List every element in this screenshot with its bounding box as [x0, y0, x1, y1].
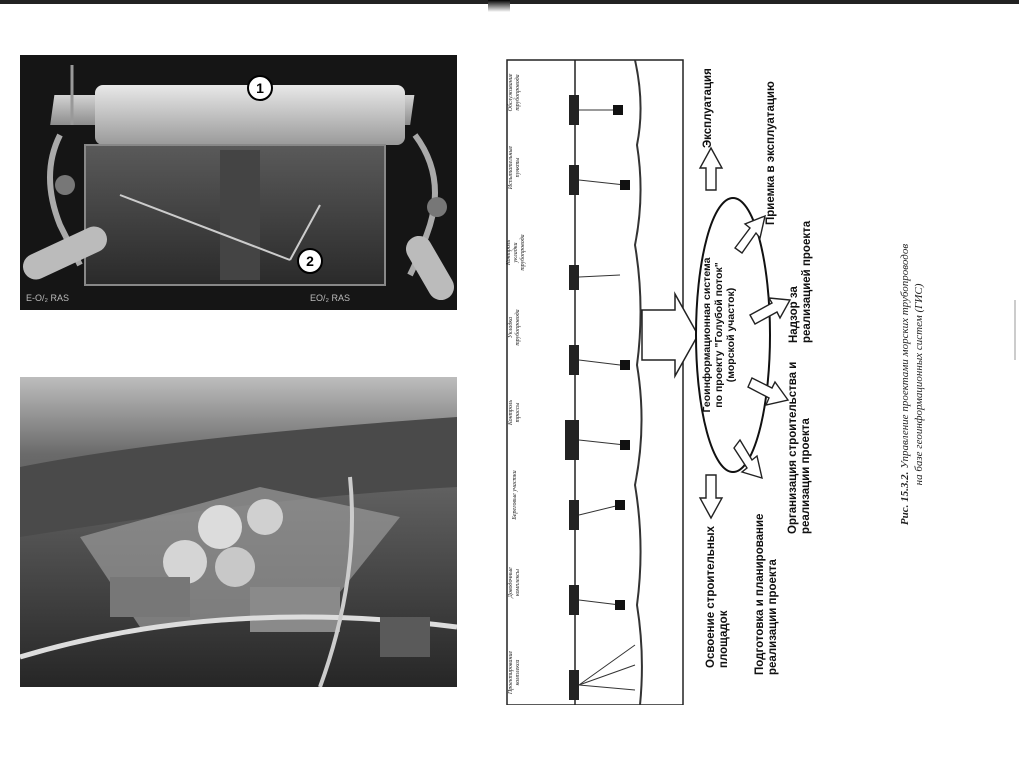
equipment-photo [20, 55, 457, 310]
page-right-edge [1014, 300, 1016, 360]
marker-1-label: 1 [256, 80, 264, 96]
stage-label-4: Контроль трассы [508, 399, 521, 426]
photo-credit-right: EO/₂ RAS [310, 293, 351, 303]
output-supervision: Надзор за реализацией проекта [788, 220, 813, 343]
output-acceptance: Приемка в эксплуатацию [765, 81, 777, 225]
output-preparation: Подготовка и планирование реализации проекта [754, 513, 779, 675]
aerial-photo [20, 377, 457, 687]
stage-label-1: Проектирование комплекса [508, 650, 521, 695]
figure-caption [898, 207, 926, 562]
caption-number: Рис. 15.3.2. [899, 471, 911, 526]
caption-text-1: Управление проектами морских трубопроводов [899, 243, 911, 469]
stage-label-7: Испытательные пункты [508, 145, 521, 190]
caption-text-2: на базе геоинформационных систем (ГИС) [913, 283, 925, 486]
output-organization: Организация строительства и реализации проекта [787, 361, 812, 534]
stage-label-8: Обслуживание трубопровода [508, 73, 521, 112]
aerial-illustration [20, 377, 457, 687]
equipment-illustration [20, 55, 457, 310]
output-site-development: Освоение строительных площадок [705, 526, 730, 668]
stage-label-6: Контроль укладки трубопровода [506, 234, 526, 271]
gis-center-text: Геоинформационная система по проекту "Голубой поток" (морской участок) [701, 257, 737, 413]
photo-credit-left: E-O/₂ RAS [26, 293, 70, 303]
book-spine-shadow [488, 0, 510, 12]
stage-label-2: Доводочные комплексы [508, 567, 521, 598]
output-exploitation: Эксплуатация [702, 68, 714, 148]
caption-line-1 [898, 207, 912, 562]
stage-label-5: Укладка трубопровода [508, 309, 521, 346]
stage-label-3: Береговые участки [512, 470, 518, 520]
marker-2-label: 2 [306, 253, 314, 269]
